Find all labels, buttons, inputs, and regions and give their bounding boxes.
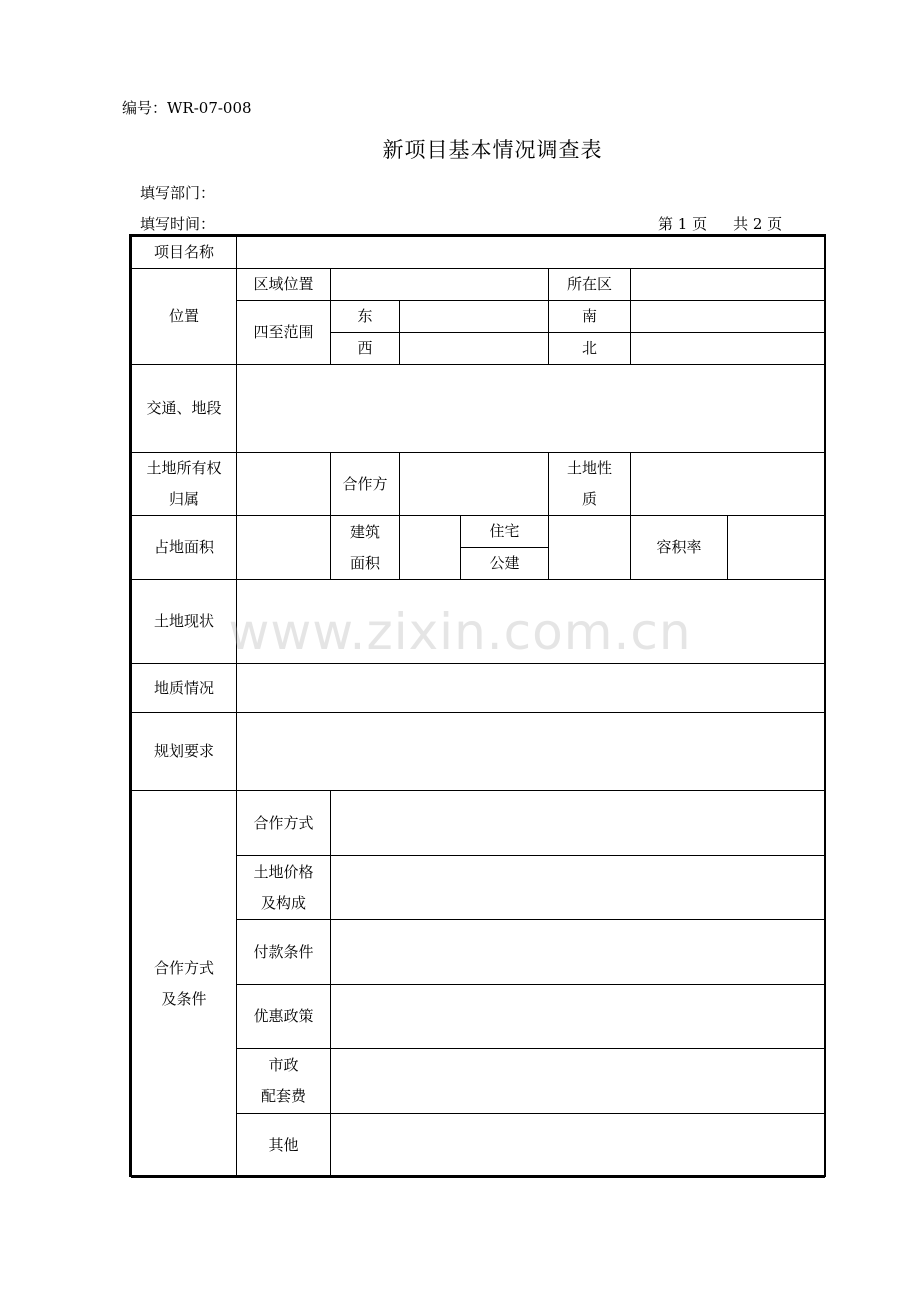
value-planning[interactable] bbox=[237, 713, 825, 791]
label-project-name: 项目名称 bbox=[132, 237, 237, 269]
value-land-area[interactable] bbox=[237, 516, 331, 580]
value-east[interactable] bbox=[400, 301, 549, 333]
value-land-nature[interactable] bbox=[631, 453, 825, 516]
page-info bbox=[658, 213, 782, 234]
value-plot-ratio[interactable] bbox=[728, 516, 825, 580]
value-ownership[interactable] bbox=[237, 453, 331, 516]
label-east: 东 bbox=[331, 301, 400, 333]
label-municipal-line1: 市政 bbox=[268, 1056, 299, 1074]
value-land-status[interactable] bbox=[237, 580, 825, 664]
label-location: 位置 bbox=[132, 269, 237, 365]
label-west: 西 bbox=[331, 333, 400, 365]
value-land-price[interactable] bbox=[331, 856, 825, 920]
label-land-area: 占地面积 bbox=[132, 516, 237, 580]
value-geology[interactable] bbox=[237, 664, 825, 713]
label-payment: 付款条件 bbox=[237, 920, 331, 985]
value-area-location[interactable] bbox=[331, 269, 549, 301]
watermark: www.zixin.com.cn bbox=[228, 603, 692, 661]
dept-label: 填写部门： bbox=[140, 184, 216, 202]
value-west[interactable] bbox=[400, 333, 549, 365]
label-municipal bbox=[237, 1049, 331, 1114]
value-municipal[interactable] bbox=[331, 1049, 825, 1114]
label-land-status: 土地现状 bbox=[132, 580, 237, 664]
label-public-building: 公建 bbox=[461, 548, 549, 580]
label-build-area-line2: 面积 bbox=[349, 553, 380, 572]
label-ownership bbox=[132, 453, 237, 516]
label-boundaries: 四至范围 bbox=[237, 301, 331, 365]
label-build-area bbox=[331, 516, 400, 580]
value-district[interactable] bbox=[631, 269, 825, 301]
value-traffic[interactable] bbox=[237, 365, 825, 453]
label-coop-method: 合作方式 bbox=[237, 791, 331, 856]
value-coop-method[interactable] bbox=[331, 791, 825, 856]
value-south[interactable] bbox=[631, 301, 825, 333]
survey-table bbox=[131, 236, 825, 1178]
label-municipal-line2: 配套费 bbox=[260, 1087, 306, 1105]
label-land-price-line1: 土地价格 bbox=[253, 862, 314, 881]
label-partner: 合作方 bbox=[331, 453, 400, 516]
label-land-price-line2: 及构成 bbox=[260, 893, 306, 912]
label-cooperation-line1: 合作方式 bbox=[153, 959, 214, 977]
page-title: 新项目基本情况调查表 bbox=[382, 138, 603, 162]
label-area-location: 区域位置 bbox=[237, 269, 331, 301]
label-ownership-line2: 归属 bbox=[168, 490, 199, 508]
label-land-nature-line2: 质 bbox=[581, 490, 597, 508]
label-district: 所在区 bbox=[549, 269, 631, 301]
label-south: 南 bbox=[549, 301, 631, 333]
page-total: 共 2 页 bbox=[733, 215, 783, 233]
label-north: 北 bbox=[549, 333, 631, 365]
value-policy[interactable] bbox=[331, 985, 825, 1049]
value-build-area[interactable] bbox=[400, 516, 461, 580]
time-label: 填写时间： bbox=[140, 215, 216, 233]
label-traffic: 交通、地段 bbox=[132, 365, 237, 453]
value-partner[interactable] bbox=[400, 453, 549, 516]
label-plot-ratio: 容积率 bbox=[631, 516, 728, 580]
label-cooperation bbox=[132, 791, 237, 1178]
label-ownership-line1: 土地所有权 bbox=[146, 459, 222, 477]
value-residential-public[interactable] bbox=[549, 516, 631, 580]
label-residential: 住宅 bbox=[461, 516, 549, 548]
label-land-nature bbox=[549, 453, 631, 516]
label-land-price bbox=[237, 856, 331, 920]
label-geology: 地质情况 bbox=[132, 664, 237, 713]
label-land-nature-line1: 土地性 bbox=[566, 459, 612, 477]
label-planning: 规划要求 bbox=[132, 713, 237, 791]
label-cooperation-line2: 及条件 bbox=[161, 990, 207, 1008]
value-payment[interactable] bbox=[331, 920, 825, 985]
value-other[interactable] bbox=[331, 1114, 825, 1178]
page-current: 第 1 页 bbox=[658, 215, 708, 233]
label-policy: 优惠政策 bbox=[237, 985, 331, 1049]
label-other: 其他 bbox=[237, 1114, 331, 1178]
document-code: 编号：WR-07-008 bbox=[122, 99, 252, 117]
value-north[interactable] bbox=[631, 333, 825, 365]
label-build-area-line1: 建筑 bbox=[349, 522, 380, 541]
value-project-name[interactable] bbox=[237, 237, 825, 269]
